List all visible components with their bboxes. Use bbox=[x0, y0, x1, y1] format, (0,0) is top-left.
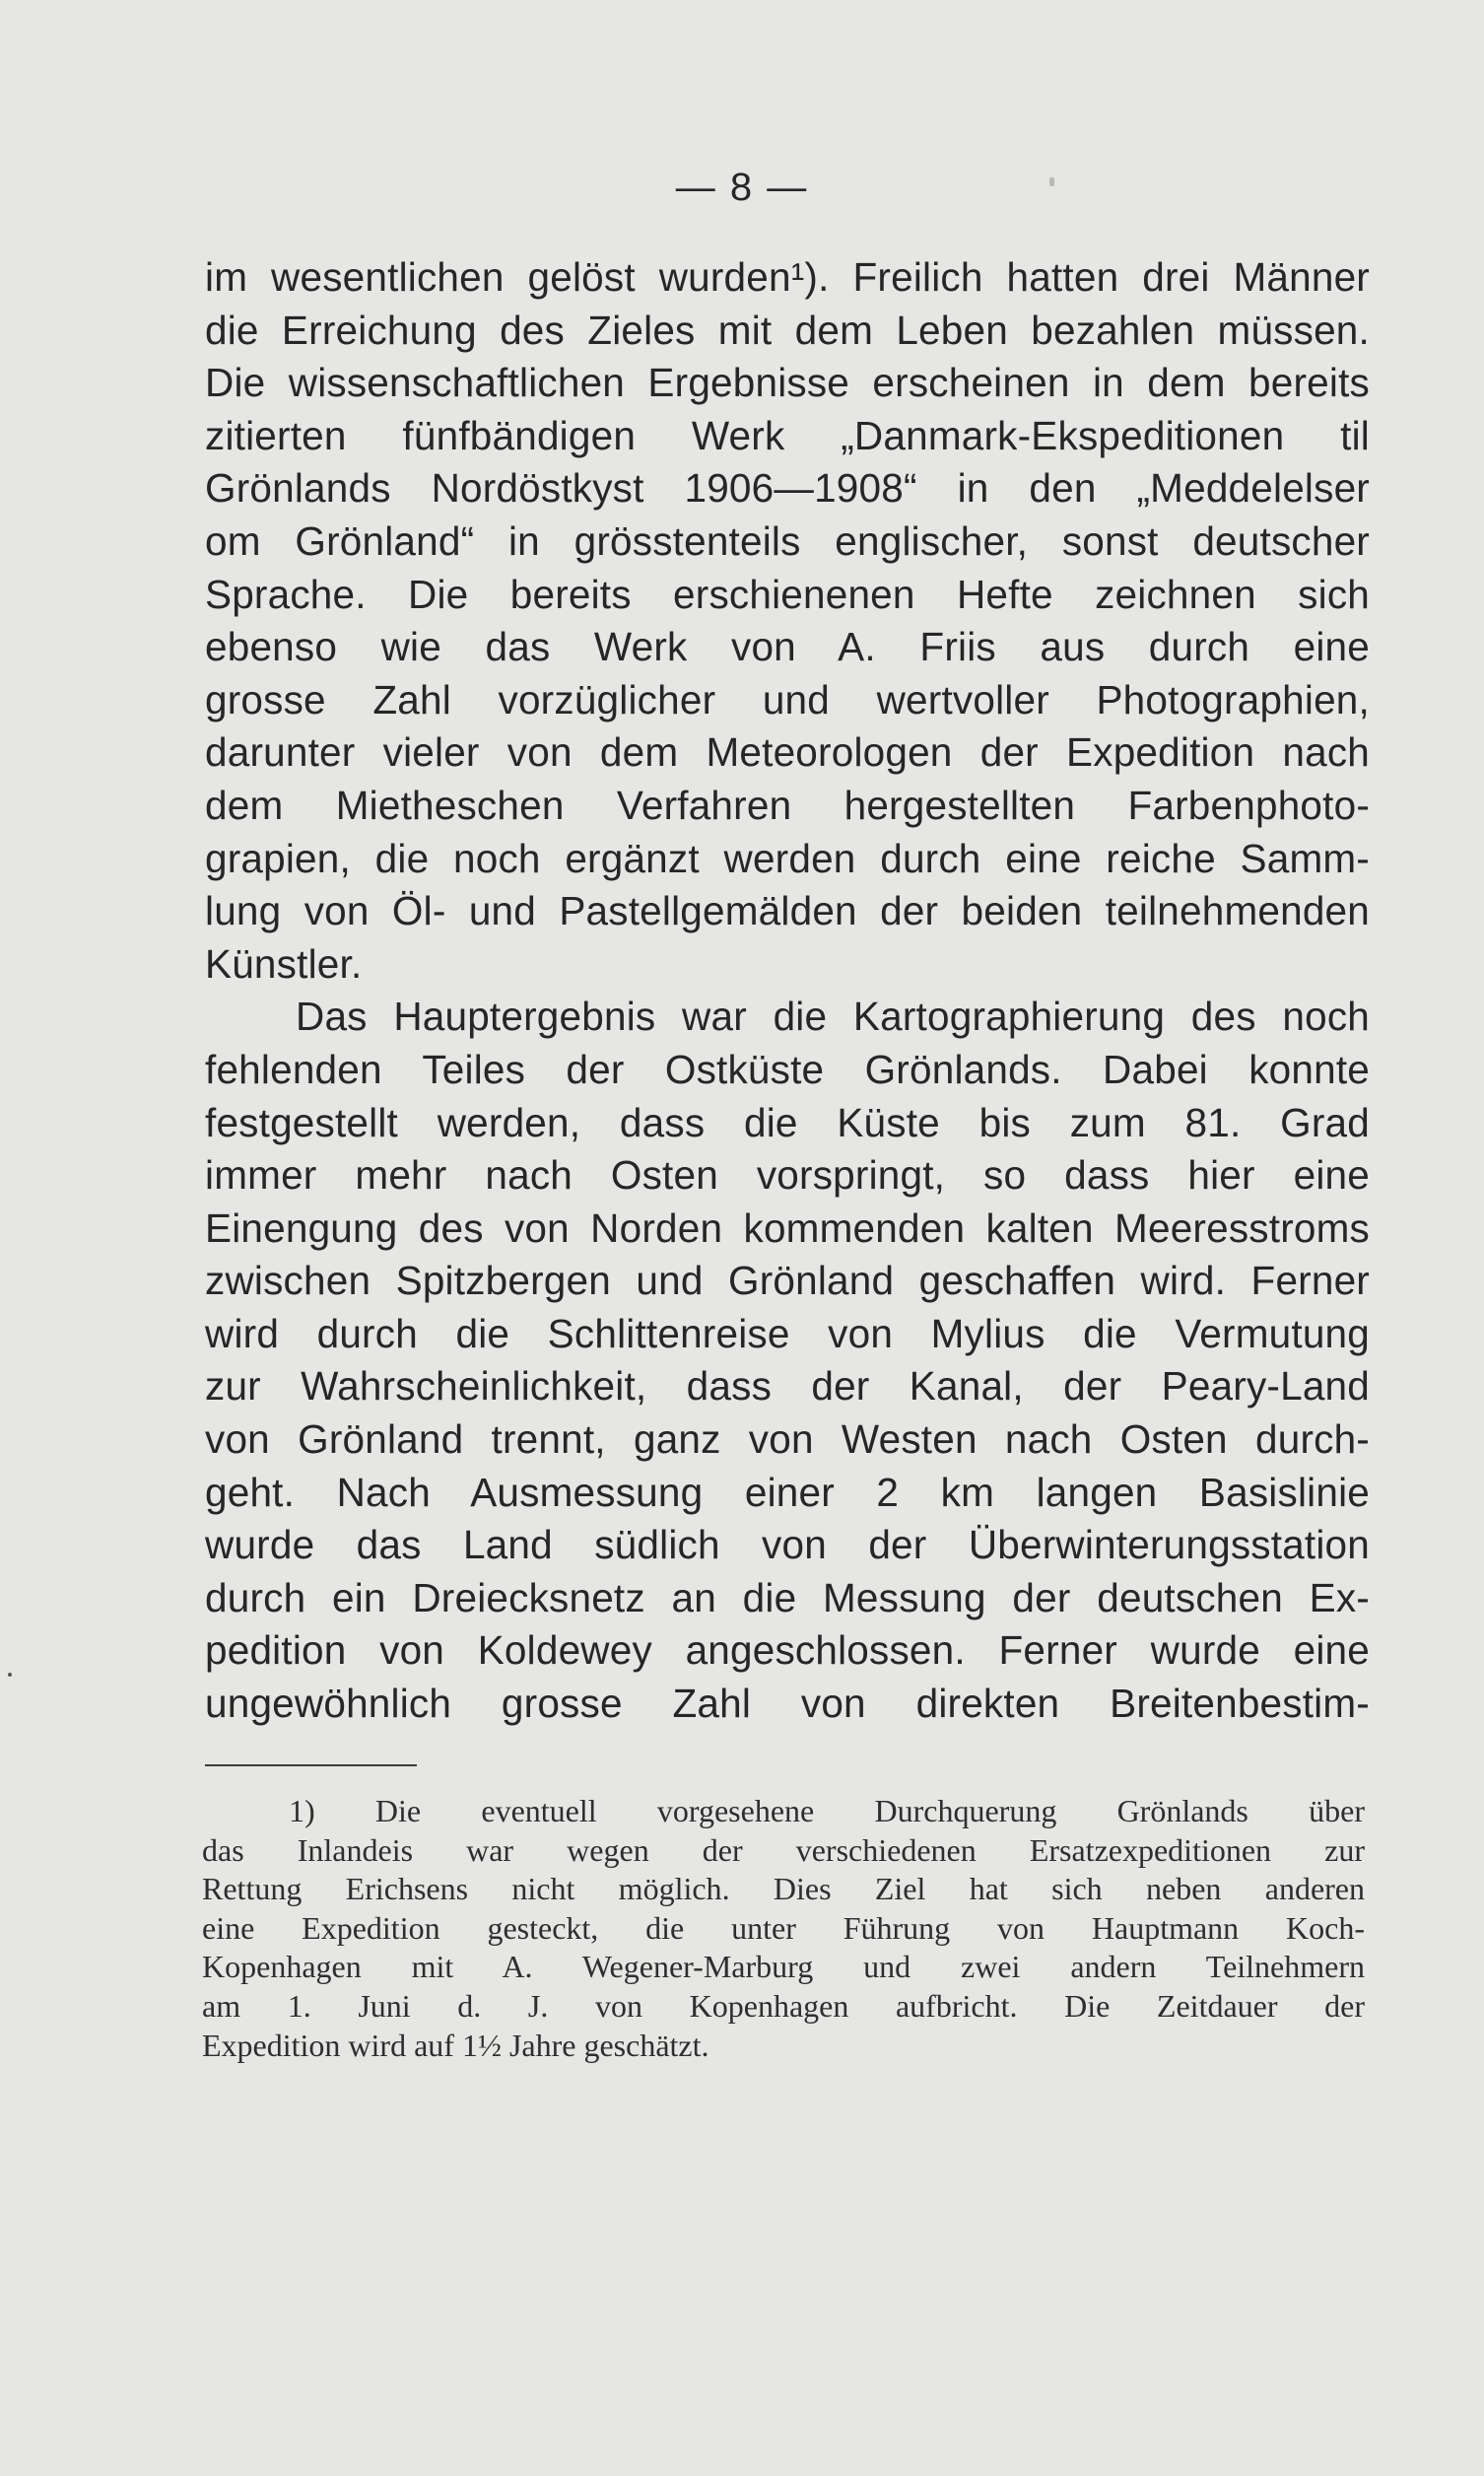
text-line: grapien, die noch ergänzt werden durch eine reiche Samm- bbox=[205, 835, 1370, 881]
text-line: om Grönland“ in grösstenteils englischer, sonst deutscher bbox=[205, 517, 1370, 564]
footnote-line: Expedition wird auf 1½ Jahre geschätzt. bbox=[202, 2027, 709, 2063]
text-line: von Grönland trennt, ganz von Westen nach Osten durch- bbox=[205, 1416, 1370, 1463]
text-line: ebenso wie das Werk von A. Friis aus durch eine bbox=[205, 624, 1370, 670]
text-line: Die wissenschaftlichen Ergebnisse erscheinen in dem bereits bbox=[205, 360, 1370, 406]
footnote-line: Kopenhagen mit A. Wegener-Marburg und zwei andern Teilnehmern bbox=[202, 1949, 1365, 1985]
footnote-line: 1) Die eventuell vorgesehene Durchquerung Grönlands über bbox=[289, 1793, 1365, 1828]
text-line: fehlenden Teiles der Ostküste Grönlands. Dabei konnte bbox=[205, 1046, 1370, 1092]
footnote-line: am 1. Juni d. J. von Kopenhagen aufbricht. Die Zeitdauer der bbox=[202, 1987, 1365, 2024]
text-line: Einengung des von Norden kommenden kalten Meeresstroms bbox=[205, 1204, 1370, 1251]
text-line: wurde das Land südlich von der Überwinterungsstation bbox=[205, 1522, 1370, 1568]
text-line: im wesentlichen gelöst wurden¹). Freilich hatten drei Männer bbox=[205, 254, 1370, 300]
text-line: Grönlands Nordöstkyst 1906—1908“ in den „Meddelelser bbox=[205, 465, 1370, 512]
text-line: grosse Zahl vorzüglicher und wertvoller Photographien, bbox=[205, 676, 1370, 722]
text-line: die Erreichung des Zieles mit dem Leben bezahlen müssen. bbox=[205, 307, 1370, 353]
text-line: pedition von Koldewey angeschlossen. Ferner wurde eine bbox=[205, 1627, 1370, 1674]
footnote bbox=[202, 1792, 1365, 2065]
text-line: durch ein Dreiecksnetz an die Messung der deutschen Ex- bbox=[205, 1574, 1370, 1620]
footnote-line: das Inlandeis war wegen der verschiedenen Ersatzexpeditionen zur bbox=[202, 1831, 1365, 1868]
page-number: — 8 — bbox=[675, 166, 809, 209]
text-line: Sprache. Die bereits erschienenen Hefte zeichnen sich bbox=[205, 571, 1370, 617]
text-line: immer mehr nach Osten vorspringt, so dass hier eine bbox=[205, 1152, 1370, 1199]
footnote-divider bbox=[205, 1764, 417, 1766]
main-text bbox=[205, 251, 1370, 1731]
text-line: ungewöhnlich grosse Zahl von direkten Breitenbestim- bbox=[205, 1681, 1370, 1727]
text-line: zwischen Spitzbergen und Grönland geschaffen wird. Ferner bbox=[205, 1258, 1370, 1304]
text-line: lung von Öl- und Pastellgemälden der beiden teilnehmenden bbox=[205, 888, 1370, 934]
text-line: wird durch die Schlittenreise von Mylius die Vermutung bbox=[205, 1310, 1370, 1356]
text-line: darunter vieler von dem Meteorologen der Expedition nach bbox=[205, 729, 1370, 776]
footnote-line: eine Expedition gesteckt, die unter Führung von Hauptmann Koch- bbox=[202, 1909, 1365, 1946]
paper-speck bbox=[8, 1673, 12, 1677]
text-line: Das Hauptergebnis war die Kartographierung des noch bbox=[296, 994, 1370, 1040]
text-line: Künstler. bbox=[205, 940, 363, 987]
text-line: geht. Nach Ausmessung einer 2 km langen Basislinie bbox=[205, 1469, 1370, 1515]
text-line: zitierten fünfbändigen Werk „Danmark-Ekspeditionen til bbox=[205, 412, 1370, 458]
footnote-line: Rettung Erichsens nicht möglich. Dies Ziel hat sich neben anderen bbox=[202, 1871, 1365, 1907]
text-line: dem Mietheschen Verfahren hergestellten Farbenphoto- bbox=[205, 782, 1370, 828]
text-line: festgestellt werden, dass die Küste bis zum 81. Grad bbox=[205, 1099, 1370, 1145]
text-line: zur Wahrscheinlichkeit, dass der Kanal, der Peary-Land bbox=[205, 1363, 1370, 1410]
